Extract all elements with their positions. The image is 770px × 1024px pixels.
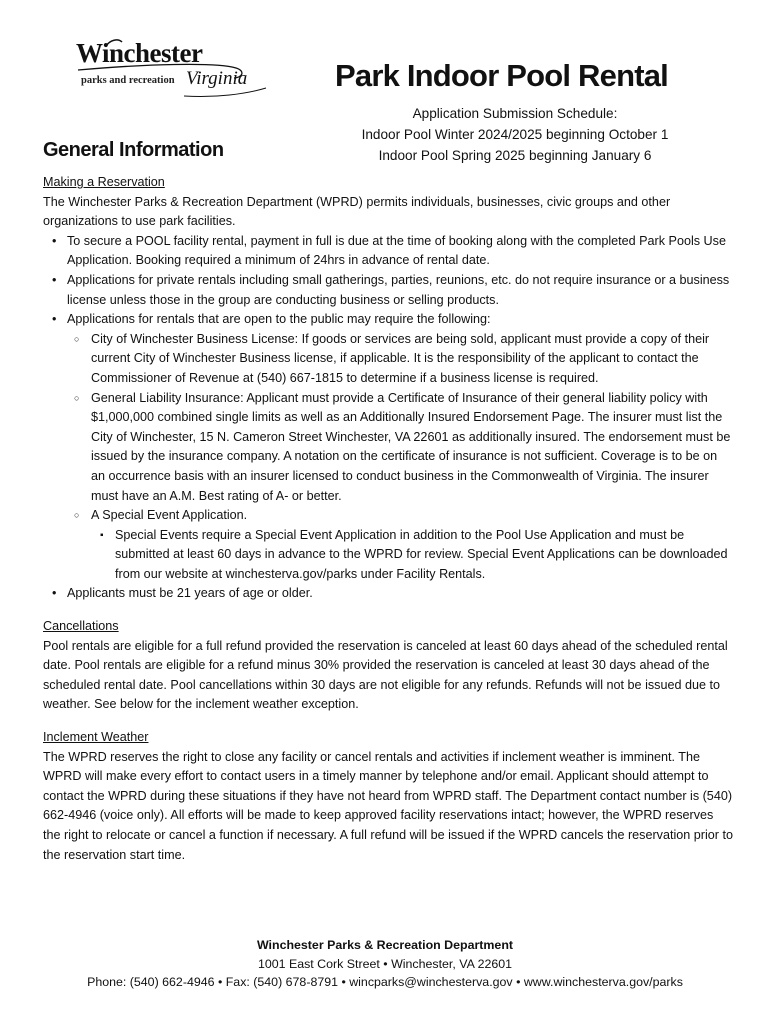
- footer-org: Winchester Parks & Recreation Department: [256, 938, 514, 952]
- page-footer: [0, 936, 770, 992]
- cancellations-text: Pool rentals are eligible for a full refund provided the reservation is canceled at least 60 days ahead of the scheduled rental date. Pool rentals are eligible for a refund minus 30% provided the reservation is canceled at least 30 days ahead of the scheduled rental date. Pool cancellations within 30 days are not eligible for any refunds. Refunds will not be issued due to weather. See below for the inclement weather exception.: [43, 638, 728, 712]
- reservation-intro: The Winchester Parks & Recreation Department (WPRD) permits individuals, businesses, civic groups and other organizations to use park facilities.: [43, 194, 671, 229]
- list-item: [43, 310, 733, 584]
- list-item: ▪ Special Events require a Special Event Application in addition to the Pool Use Application and must be submitted at least 60 days in advance to the WPRD for review. Special Event Applications can be downloaded from our website at winchesterva.gov/parks under Facility Rentals.: [91, 526, 733, 585]
- footer-contact: Phone: (540) 662-4946 • Fax: (540) 678-8791 • wincparks@winchesterva.gov • www.winchesterva.gov/parks: [87, 975, 683, 989]
- list-item: ○ City of Winchester Business License: If goods or services are being sold, applicant must provide a copy of their current City of Winchester Business license, if applicable. It is the responsibility of the applicant to contact the Commissioner of Revenue at (540) 667-1815 to determine if a business license is required.: [67, 330, 733, 389]
- reservation-list: [43, 232, 733, 604]
- list-item: • Applicants must be 21 years of age or older.: [43, 584, 733, 604]
- logo-script: Virginia: [186, 68, 248, 89]
- footer-address: 1001 East Cork Street • Winchester, VA 22601: [257, 956, 513, 971]
- list-item: • Applications for private rentals including small gatherings, parties, reunions, etc. do not require insurance or a business license unless those in the group are conducting business or selling products.: [43, 271, 733, 310]
- reservation-heading: Making a Reservation: [43, 175, 165, 189]
- list-item: ○ General Liability Insurance: Applicant must provide a Certificate of Insurance of their general liability policy with $1,000,000 combined single limits as well as an Additionally Insured Endorsement Page. The insurer must list the City of Winchester, 15 N. Cameron Street Winchester, VA 22601 as additionally insured. The endorsement must be issued by the insurance company. A notation on the certificate of insurance is not sufficient. Coverage is to be on an occurrence basis with an insurer licensed to conduct business in the Commonwealth of Virginia. The insurer must have an A.M. Best rating of A- or better.: [67, 389, 733, 507]
- inclement-weather-text: The WPRD reserves the right to close any facility or cancel rentals and activities if inclement weather is imminent. The WPRD will make every effort to contact users in a timely manner by telephone and/or email. Applicant should attempt to contact the WPRD during these situations if they have not heard from WPRD staff. The Department contact number is (540) 662-4946 (voice only). All efforts will be made to keep approved facility reservations intact; however, the WPRD reserves the right to relocate or cancel a function if necessary. A full refund will be issued if the WPRD cancels the reservation prior to the reservation start time.: [43, 749, 733, 862]
- schedule-line-spring: Indoor Pool Spring 2025 beginning January 6: [378, 148, 652, 163]
- list-item-text: Applications for rentals that are open to the public may require the following:: [67, 312, 491, 327]
- list-item-text: A Special Event Application.: [91, 508, 248, 523]
- page-title: Park Indoor Pool Rental: [335, 58, 668, 93]
- logo-name: Winchester: [76, 38, 203, 68]
- schedule-heading: Application Submission Schedule:: [412, 106, 618, 121]
- special-event-list: [91, 526, 733, 585]
- inclement-weather-heading: Inclement Weather: [43, 730, 149, 745]
- general-information-heading: General Information: [43, 139, 224, 161]
- winchester-logo: [66, 38, 276, 108]
- document-body: [43, 173, 733, 865]
- submission-schedule: [320, 103, 710, 166]
- list-item: • To secure a POOL facility rental, payment in full is due at the time of booking along with the completed Park Pools Use Application. Booking required a minimum of 24hrs in advance of rental date.: [43, 232, 733, 271]
- schedule-line-winter: Indoor Pool Winter 2024/2025 beginning October 1: [361, 127, 669, 142]
- logo-subtitle: parks and recreation: [81, 75, 175, 86]
- list-item: [67, 506, 733, 584]
- cancellations-heading: Cancellations: [43, 619, 119, 634]
- public-rental-requirements: [67, 330, 733, 585]
